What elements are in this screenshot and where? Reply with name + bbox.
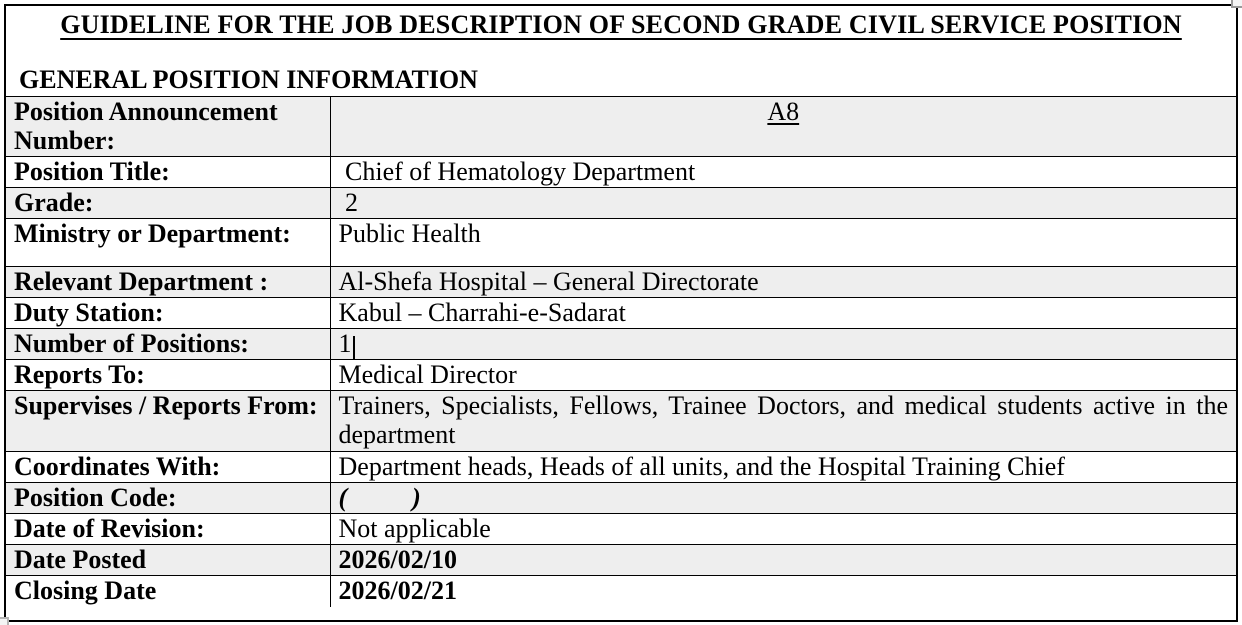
table-row-coordinates-with — [6, 452, 1236, 483]
row-value-text: Public Health — [338, 219, 481, 248]
row-value-text: 1 — [338, 329, 352, 358]
table-row-grade — [6, 188, 1236, 219]
row-value-text: Kabul – Charrahi-e-Sadarat — [338, 298, 626, 327]
document-title: GUIDELINE FOR THE JOB DESCRIPTION OF SECOND GRADE CIVIL SERVICE POSITION — [60, 10, 1182, 39]
table-row-position-code — [6, 483, 1236, 514]
row-value-position-announcement-number[interactable] — [330, 97, 1236, 157]
row-value-relevant-department[interactable] — [330, 267, 1236, 298]
table-row-number-of-positions — [6, 329, 1236, 360]
row-label-date-posted: Date Posted — [6, 545, 330, 576]
table-row-date-of-revision — [6, 514, 1236, 545]
row-value-text: Trainers, Specialists, Fellows, Trainee Doctors, and medical students active in the department — [338, 391, 1235, 449]
row-value-text: 2026/02/21 — [338, 576, 457, 605]
document-header — [6, 6, 1236, 96]
position-info-table-body — [6, 97, 1236, 607]
row-label-grade: Grade: — [6, 188, 330, 219]
table-row-position-title — [6, 157, 1236, 188]
row-value-reports-to[interactable] — [330, 360, 1236, 391]
table-row-relevant-department — [6, 267, 1236, 298]
row-label-reports-to: Reports To: — [6, 360, 330, 391]
row-value-text: Chief of Hematology Department — [338, 157, 696, 186]
row-label-closing-date: Closing Date — [6, 576, 330, 607]
row-value-text: Al-Shefa Hospital – General Directorate — [338, 267, 759, 296]
row-label-relevant-department: Relevant Department : — [6, 267, 330, 298]
table-row-closing-date — [6, 576, 1236, 607]
row-value-text: Department heads, Heads of all units, and the Hospital Training Chief — [338, 452, 1065, 481]
table-row-ministry-or-department — [6, 219, 1236, 267]
scrollbar-fragment — [1231, 0, 1242, 8]
section-heading: GENERAL POSITION INFORMATION — [19, 65, 478, 94]
row-label-number-of-positions: Number of Positions: — [6, 329, 330, 360]
row-value-position-code[interactable] — [330, 483, 1236, 514]
row-value-ministry-or-department[interactable] — [330, 219, 1236, 267]
row-label-position-announcement-number: Position Announcement Number: — [6, 97, 330, 157]
row-value-duty-station[interactable] — [330, 298, 1236, 329]
row-value-number-of-positions[interactable] — [330, 329, 1236, 360]
row-value-text: ( ) — [338, 483, 421, 512]
row-value-date-of-revision[interactable] — [330, 514, 1236, 545]
row-value-closing-date[interactable] — [330, 576, 1236, 607]
row-label-date-of-revision: Date of Revision: — [6, 514, 330, 545]
position-info-table — [6, 96, 1236, 607]
row-value-supervises-reports-from[interactable] — [330, 391, 1236, 452]
row-value-text: 2026/02/10 — [338, 545, 457, 574]
row-label-duty-station: Duty Station: — [6, 298, 330, 329]
document-page — [4, 4, 1238, 622]
row-value-position-title[interactable] — [330, 157, 1236, 188]
row-label-coordinates-with: Coordinates With: — [6, 452, 330, 483]
row-label-position-code: Position Code: — [6, 483, 330, 514]
row-value-date-posted[interactable] — [330, 545, 1236, 576]
table-resize-handle — [0, 617, 9, 625]
table-row-position-announcement-number — [6, 97, 1236, 157]
row-label-supervises-reports-from: Supervises / Reports From: — [6, 391, 330, 452]
table-row-date-posted — [6, 545, 1236, 576]
row-value-text: A8 — [767, 97, 800, 126]
row-value-text: Medical Director — [338, 360, 517, 389]
row-value-text: 2 — [338, 188, 358, 217]
row-value-text: Not applicable — [338, 514, 491, 543]
row-label-ministry-or-department: Ministry or Department: — [6, 219, 330, 267]
table-row-supervises-reports-from — [6, 391, 1236, 452]
row-label-position-title: Position Title: — [6, 157, 330, 188]
text-caret — [353, 336, 355, 360]
table-row-reports-to — [6, 360, 1236, 391]
table-row-duty-station — [6, 298, 1236, 329]
row-value-coordinates-with[interactable] — [330, 452, 1236, 483]
row-value-grade[interactable] — [330, 188, 1236, 219]
